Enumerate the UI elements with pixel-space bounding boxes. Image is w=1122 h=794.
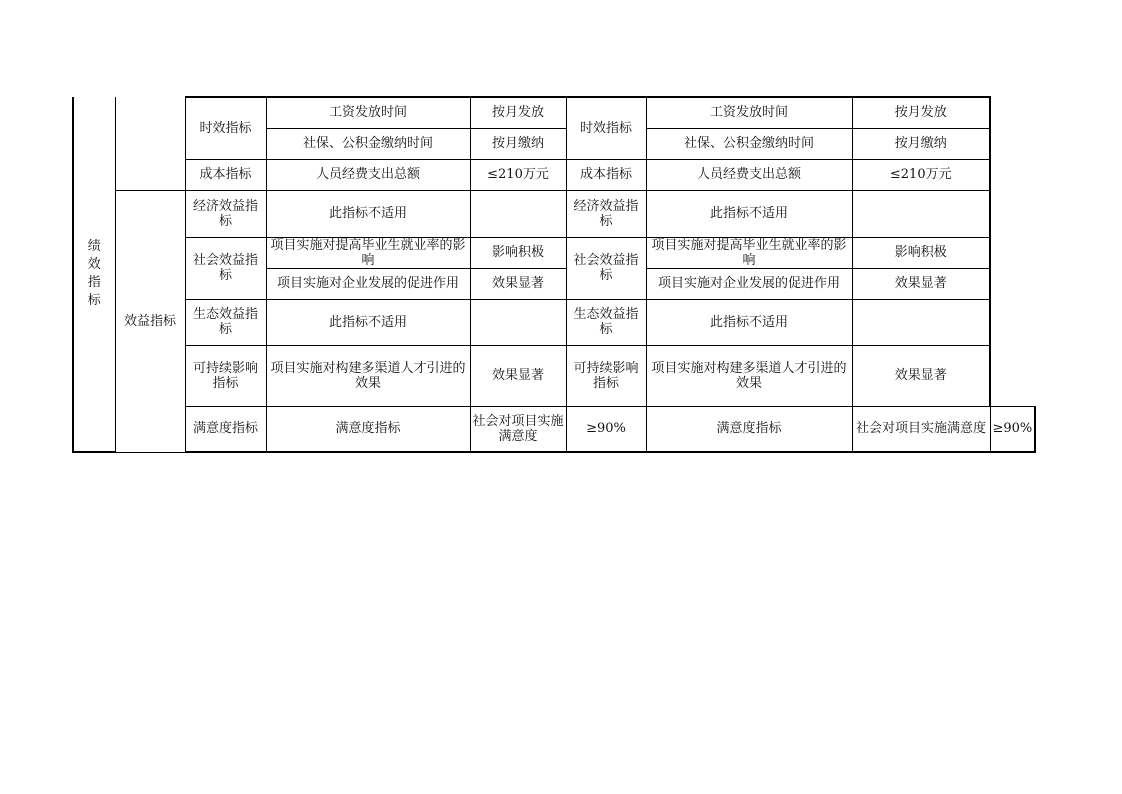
right-l3-cell: 成本指标: [566, 159, 646, 190]
right-l4-cell: 此指标不适用: [646, 190, 852, 237]
left-l4-cell: 此指标不适用: [266, 190, 470, 237]
performance-indicator-table: [72, 96, 1036, 453]
left-value-cell: [470, 190, 566, 237]
right-l3-cell: 社会效益指标: [566, 237, 646, 299]
table-row: [73, 345, 1035, 406]
table-row: [73, 159, 1035, 190]
right-l4-cell: 项目实施对企业发展的促进作用: [646, 268, 852, 299]
right-l4-cell: 社保、公积金缴纳时间: [646, 128, 852, 159]
left-value-cell: 影响积极: [470, 237, 566, 268]
right-value-cell: [852, 190, 990, 237]
left-l3-cell: 经济效益指标: [185, 190, 266, 237]
right-l3-cell: 生态效益指标: [566, 299, 646, 345]
left-value-cell: ≤210万元: [470, 159, 566, 190]
left-value-cell: ≥90%: [566, 406, 646, 452]
right-value-cell: 按月发放: [852, 97, 990, 128]
left-value-cell: 按月发放: [470, 97, 566, 128]
table-row: [73, 97, 1035, 128]
right-l4-cell: 人员经费支出总额: [646, 159, 852, 190]
left-l4-cell: 社保、公积金缴纳时间: [266, 128, 470, 159]
left-l3-cell: 生态效益指标: [185, 299, 266, 345]
right-l4-cell: 社会对项目实施满意度: [852, 406, 990, 452]
left-value-cell: 按月缴纳: [470, 128, 566, 159]
right-l4-cell: 项目实施对构建多渠道人才引进的效果: [646, 345, 852, 406]
left-l4-cell: 社会对项目实施满意度: [470, 406, 566, 452]
left-value-cell: [470, 299, 566, 345]
left-l4-cell: 项目实施对提高毕业生就业率的影响: [266, 237, 470, 268]
left-l3-cell: 成本指标: [185, 159, 266, 190]
level2-benefit-cell: 效益指标: [115, 190, 185, 452]
level2-satisfaction-cell: 满意度指标: [185, 406, 266, 452]
left-l4-cell: 项目实施对企业发展的促进作用: [266, 268, 470, 299]
left-l4-cell: 此指标不适用: [266, 299, 470, 345]
right-l3-cell: 满意度指标: [646, 406, 852, 452]
left-value-cell: 效果显著: [470, 268, 566, 299]
right-l4-cell: 此指标不适用: [646, 299, 852, 345]
right-value-cell: 效果显著: [852, 268, 990, 299]
left-l4-cell: 项目实施对构建多渠道人才引进的效果: [266, 345, 470, 406]
left-l3-cell: 社会效益指标: [185, 237, 266, 299]
top-level-cell: [73, 97, 115, 452]
right-value-cell: ≤210万元: [852, 159, 990, 190]
right-l3-cell: 可持续影响指标: [566, 345, 646, 406]
right-value-cell: 按月缴纳: [852, 128, 990, 159]
right-value-cell: 效果显著: [852, 345, 990, 406]
right-l3-cell: 时效指标: [566, 97, 646, 159]
left-l4-cell: 工资发放时间: [266, 97, 470, 128]
left-l3-cell: 时效指标: [185, 97, 266, 159]
right-l4-cell: 工资发放时间: [646, 97, 852, 128]
right-l3-cell: 经济效益指标: [566, 190, 646, 237]
right-value-cell: 影响积极: [852, 237, 990, 268]
table-row: [73, 237, 1035, 268]
right-value-cell: [852, 299, 990, 345]
table-row: [73, 190, 1035, 237]
left-value-cell: 效果显著: [470, 345, 566, 406]
right-l4-cell: 项目实施对提高毕业生就业率的影响: [646, 237, 852, 268]
left-l3-cell: 满意度指标: [266, 406, 470, 452]
left-l4-cell: 人员经费支出总额: [266, 159, 470, 190]
top-level-label: 绩效指标: [87, 239, 101, 308]
right-value-cell: ≥90%: [990, 406, 1035, 452]
table-row: [73, 406, 1035, 452]
level2-blank-cell: [115, 97, 185, 190]
table-row: [73, 299, 1035, 345]
left-l3-cell: 可持续影响指标: [185, 345, 266, 406]
